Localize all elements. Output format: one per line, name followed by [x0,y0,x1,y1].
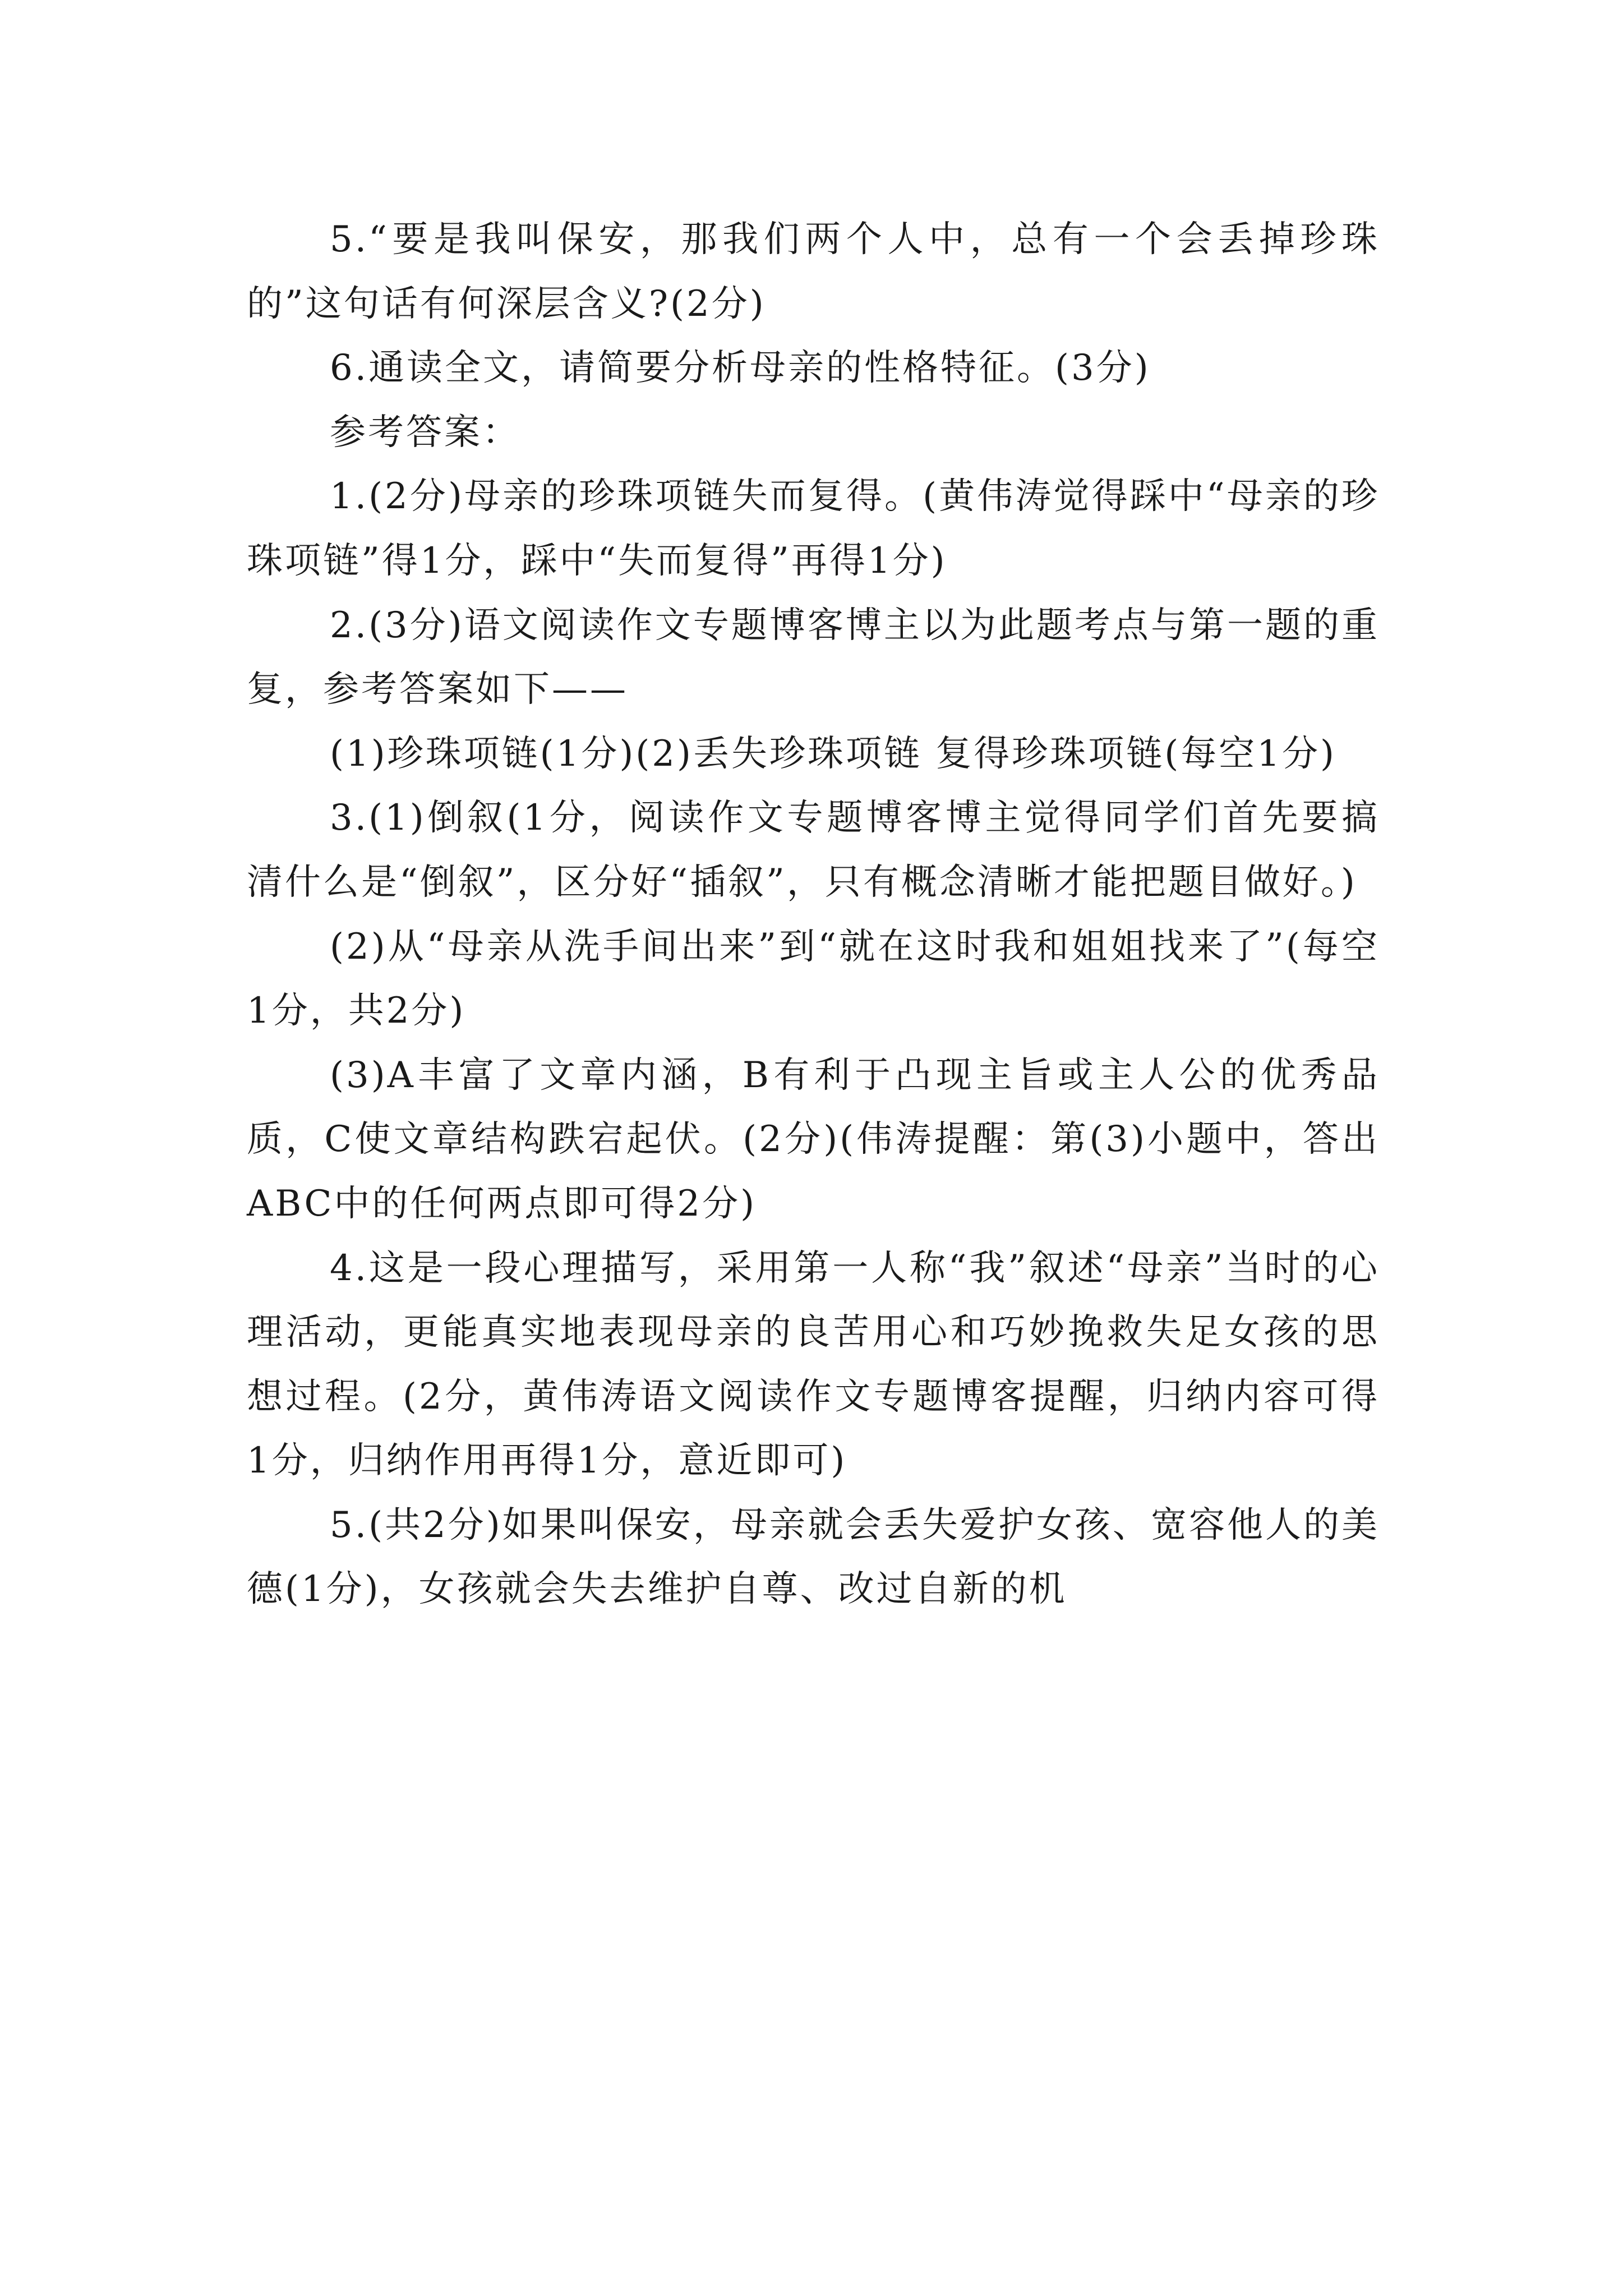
answer-3-part-3: (3)A丰富了文章内涵，B有利于凸现主旨或主人公的优秀品质，C使文章结构跌宕起伏。(2分)(伟涛提醒：第(3)小题中，答出ABC中的任何两点即可得2分) [247,1054,1380,1225]
answer-2: 2.(3分)语文阅读作文专题博客博主以为此题考点与第一题的重复，参考答案如下—— [247,604,1380,711]
answer-1: 1.(2分)母亲的珍珠项链失而复得。(黄伟涛觉得踩中“母亲的珍珠项链”得1分，踩中“失而复得”再得1分) [247,476,1380,582]
answers-heading: 参考答案： [330,411,520,453]
answer-4: 4.这是一段心理描写，采用第一人称“我”叙述“母亲”当时的心理活动，更能真实地表现母亲的良苦用心和巧妙挽救失足女孩的思想过程。(2分，黄伟涛语文阅读作文专题博客提醒，归纳内容可得1分，归纳作用再得1分，意近即可) [247,1247,1380,1482]
answer-3-part-2: (2)从“母亲从洗手间出来”到“就在这时我和姐姐找来了”(每空1分，共2分) [247,926,1380,1032]
question-6: 6.通读全文，请简要分析母亲的性格特征。(3分) [330,347,1151,389]
answer-2-detail: (1)珍珠项链(1分)(2)丢失珍珠项链 复得珍珠项链(每空1分) [330,733,1336,775]
answer-5: 5.(共2分)如果叫保安，母亲就会丢失爱护女孩、宽容他人的美德(1分)，女孩就会失去维护自尊、改过自新的机 [247,1504,1380,1611]
answer-3-part-1: 3.(1)倒叙(1分，阅读作文专题博客博主觉得同学们首先要搞清什么是“倒叙”，区分好“插叙”，只有概念清晰才能把题目做好。) [247,797,1380,903]
question-5: 5.“要是我叫保安，那我们两个人中，总有一个会丢掉珍珠的”这句话有何深层含义?(2分) [247,219,1380,325]
answer-text-body [247,208,1380,1622]
